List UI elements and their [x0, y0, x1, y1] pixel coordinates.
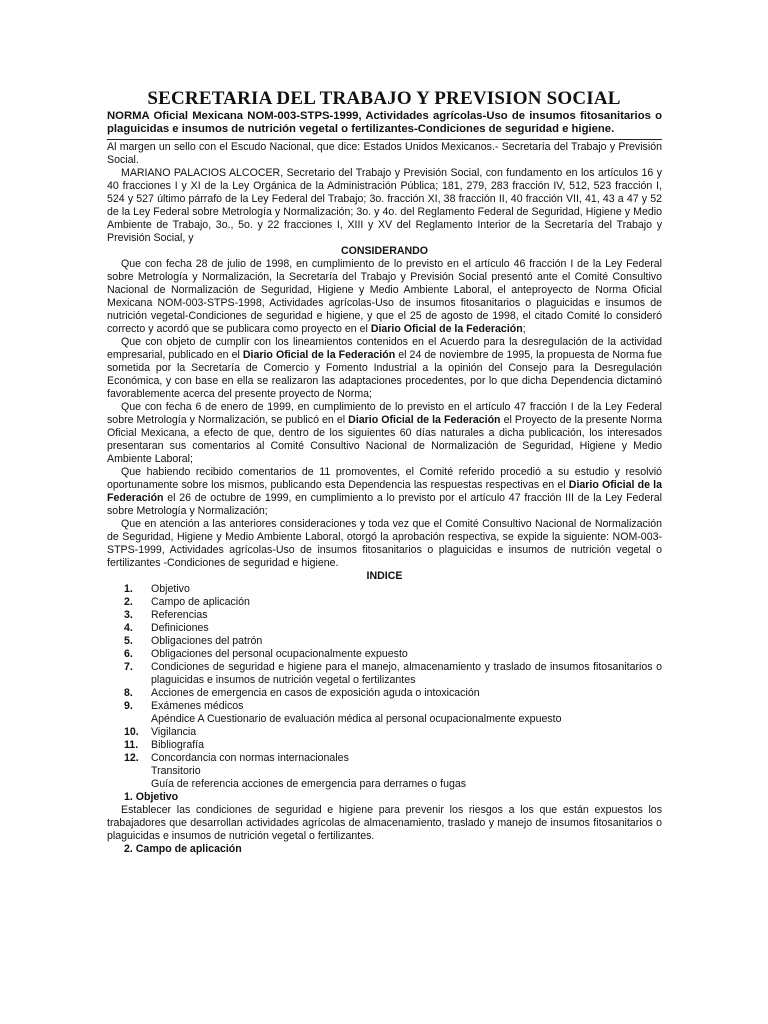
- index-item: 12. Concordancia con normas internacionales: [124, 752, 349, 764]
- index-item: Apéndice A Cuestionario de evaluación médica al personal ocupacionalmente expuesto: [151, 713, 562, 725]
- index-list: [107, 583, 662, 791]
- index-item: 1. Objetivo: [124, 583, 190, 595]
- index-item: 7. Condiciones de seguridad e higiene para el manejo, almacenamiento y traslado de insumos fitosanitarios o plaguicidas e insumos de nutrición vegetal o fertilizantes: [124, 661, 662, 686]
- considerando-paragraph: Que con fecha 28 de julio de 1998, en cumplimiento de lo previsto en el artículo 46 fracción I de la Ley Federal sobre Metrología y Normalización, la Secretaría del Trabajo y Previsión Social presentó ante el Comité Consultivo Nacional de Normalización de Seguridad, Higiene y Medio Ambiente Laboral, el anteproyecto de Norma Oficial Mexicana NOM-003-STPS-1998, Actividades agrícolas-Uso de insumos fitosanitarios o plaguicidas e insumos de nutrición vegetal-Condiciones de seguridad e higiene, y que el 25 de agosto de 1998, el citado Comité lo consideró correcto y acordó que se publicara como proyecto en el Diario Oficial de la Federación;: [107, 258, 662, 335]
- section-title-campo: 2. Campo de aplicación: [124, 843, 242, 855]
- considerando-paragraph: Que habiendo recibido comentarios de 11 promoventes, el Comité referido procedió a su estudio y resolvió oportunamente sobre los mismos, publicando esta Dependencia las respuestas respectivas en el Diario Oficial de la Federación el 26 de octubre de 1999, en cumplimiento a lo previsto por el artículo 47 fracción III de la Ley Federal sobre Metrología y Normalización;: [107, 466, 662, 517]
- objetivo-paragraph: Establecer las condiciones de seguridad e higiene para prevenir los riesgos a los que están expuestos los trabajadores que desarrollan actividades agrícolas de almacenamiento, traslado y manejo de insumos fitosanitarios o plaguicidas e insumos de nutrición vegetal o fertilizantes.: [107, 804, 662, 842]
- intro-paragraph: MARIANO PALACIOS ALCOCER, Secretario del Trabajo y Previsión Social, con fundamento en los artículos 16 y 40 fracciones I y XI de la Ley Orgánica de la Administración Pública; 181, 279, 283 fracción IV, 512, 523 fracción I, 524 y 527 último párrafo de la Ley Federal del Trabajo; 3o. fracción XI, 38 fracción II, 40 fracción VII, 41, 43 a 47 y 52 de la Ley Federal sobre Metrología y Normalización; 3o. y 4o. del Reglamento Federal de Seguridad, Higiene y Medio Ambiente de Trabajo, 3o., 5o. y 22 fracciones I, XIII y XV del Reglamento Interior de la Secretaría del Trabajo y Previsión Social, y: [107, 167, 662, 244]
- index-item: 6. Obligaciones del personal ocupacionalmente expuesto: [124, 648, 408, 660]
- section-heading-indice: INDICE: [366, 570, 403, 582]
- considerando-paragraph: Que en atención a las anteriores consideraciones y toda vez que el Comité Consultivo Nacional de Normalización de Seguridad, Higiene y Medio Ambiente Laboral, otorgó la aprobación respectiva, se expide la siguiente: NOM-003-STPS-1999, Actividades agrícolas-Uso de insumos fitosanitarios o plaguicidas e insumos de nutrición vegetal o fertilizantes -Condiciones de seguridad e higiene.: [107, 518, 662, 569]
- dof-reference: Diario Oficial de la Federación: [348, 414, 501, 426]
- index-item: 5. Obligaciones del patrón: [124, 635, 263, 647]
- section-title-objetivo: 1. Objetivo: [124, 791, 179, 803]
- index-item: 10. Vigilancia: [124, 726, 197, 738]
- considerando-paragraph: Que con objeto de cumplir con los lineamientos contenidos en el Acuerdo para la desregulación de la actividad empresarial, publicado en el Diario Oficial de la Federación el 24 de noviembre de 1995, la propuesta de Norma fue sometida por la Secretaría de Comercio y Fomento Industrial a la opinión del Consejo para la Desregulación Económica, y con base en ella se realizaron las adaptaciones procedentes, por lo que dicha Dependencia dictaminó favorablemente acerca del presente proyecto de Norma;: [107, 336, 662, 400]
- index-item: 2. Campo de aplicación: [124, 596, 250, 608]
- norm-subtitle: NORMA Oficial Mexicana NOM-003-STPS-1999, Actividades agrícolas-Uso de insumos fitosanitarios o plaguicidas e insumos de nutrición vegetal o fertilizantes-Condiciones de seguridad e higiene.: [107, 110, 662, 135]
- index-item: 3. Referencias: [124, 609, 208, 621]
- document-body: [107, 141, 662, 856]
- considerando-paragraph: Que con fecha 6 de enero de 1999, en cumplimiento de lo previsto en el artículo 47 fracción I de la Ley Federal sobre Metrología y Normalización, se publicó en el Diario Oficial de la Federación el Proyecto de la presente Norma Oficial Mexicana, a efecto de que, dentro de los siguientes 60 días naturales a dicha publicación, los interesados presentaran sus comentarios al Comité Consultivo Nacional de Normalización de Seguridad, Higiene y Medio Ambiente Laboral;: [107, 401, 662, 465]
- index-item: Transitorio: [151, 765, 201, 777]
- page-title: SECRETARIA DEL TRABAJO Y PREVISION SOCIAL: [147, 88, 621, 109]
- divider: [107, 139, 662, 140]
- intro-paragraph: Al margen un sello con el Escudo Nacional, que dice: Estados Unidos Mexicanos.- Secretaría del Trabajo y Previsión Social.: [107, 141, 662, 166]
- dof-reference: Diario Oficial de la Federación: [370, 323, 523, 335]
- index-item: 4. Definiciones: [124, 622, 209, 634]
- index-item: 9. Exámenes médicos: [124, 700, 244, 712]
- section-heading-considerando: CONSIDERANDO: [340, 245, 429, 257]
- index-item: 8. Acciones de emergencia en casos de exposición aguda o intoxicación: [124, 687, 480, 699]
- index-item: 11. Bibliografía: [124, 739, 204, 751]
- dof-reference: Diario Oficial de la Federación: [107, 479, 662, 504]
- dof-reference: Diario Oficial de la Federación: [242, 349, 396, 361]
- index-item: Guía de referencia acciones de emergencia para derrames o fugas: [151, 778, 467, 790]
